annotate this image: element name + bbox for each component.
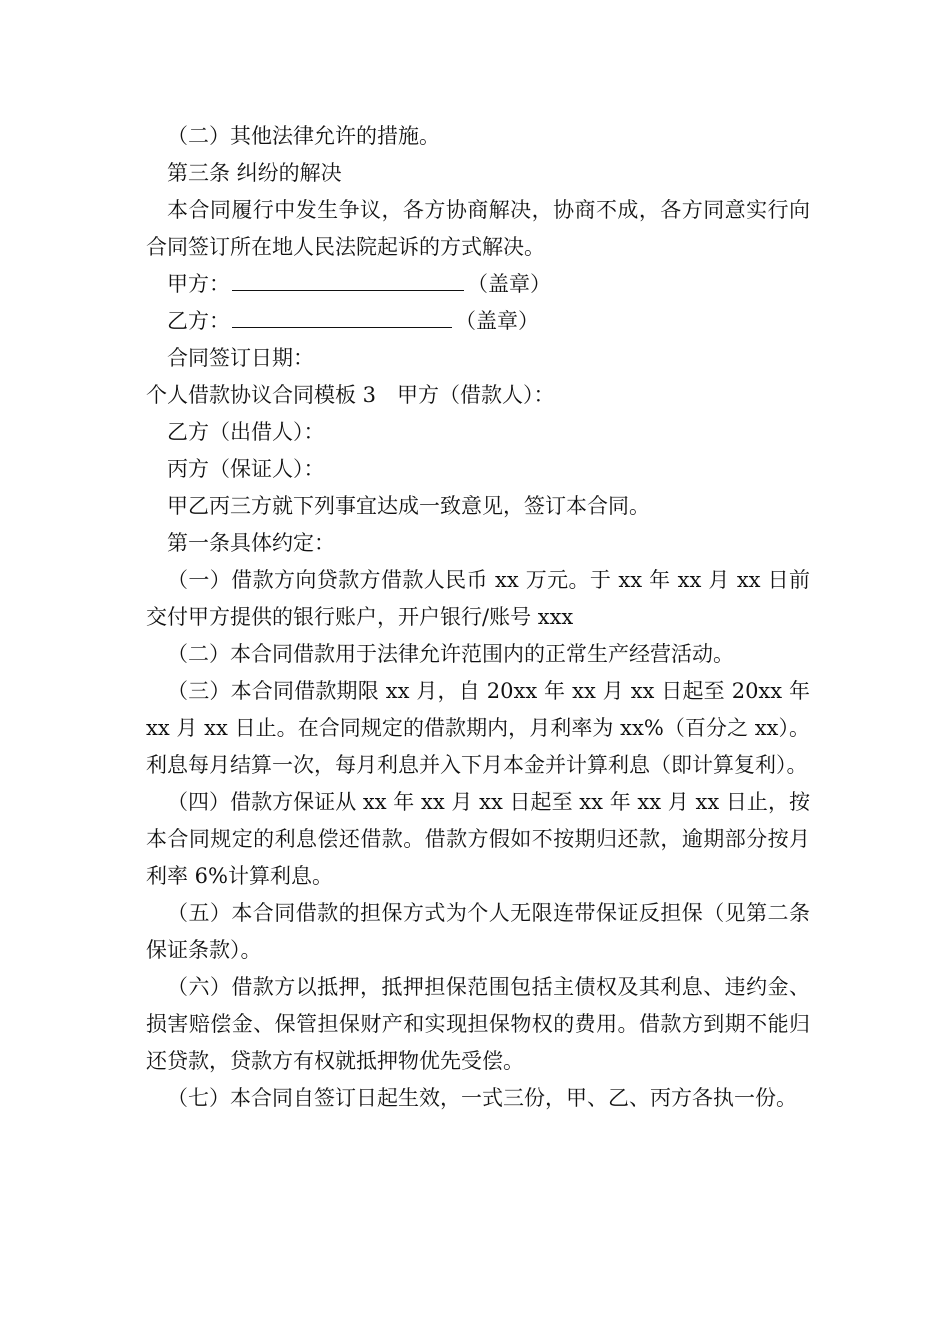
- clause: （四）借款方保证从 xx 年 xx 月 xx 日起至 xx 年 xx 月 xx 日止，按本合同规定的利息偿还借款。借款方假如不按期归还款，逾期部分按月利率 6%计算利息。: [146, 790, 810, 888]
- clause: （三）本合同借款期限 xx 月，自 20xx 年 xx 月 xx 日起至 20xx 年 xx 月 xx 日止。在合同规定的借款期内，月利率为 xx%（百分之 xx）。利息每月结算一次，每月利息并入下月本金并计算利息（即计算复利）。: [146, 679, 810, 777]
- seal-note: （盖章）: [455, 309, 539, 333]
- seal-note: （盖章）: [467, 272, 551, 296]
- party-b-signature-line: [146, 303, 810, 340]
- section-heading: 第三条 纠纷的解决: [167, 161, 342, 185]
- party-a-signature-line: [146, 266, 810, 303]
- template-heading: 个人借款协议合同模板 3 甲方（借款人）：: [146, 383, 555, 407]
- agreement-intro: 甲乙丙三方就下列事宜达成一致意见，签订本合同。: [167, 494, 650, 518]
- article-heading: 第一条具体约定：: [167, 531, 335, 555]
- clause: （七）本合同自签订日起生效，一式三份，甲、乙、丙方各执一份。: [167, 1086, 797, 1110]
- party-a-label: 甲方：: [167, 272, 230, 296]
- lender-line: 乙方（出借人）：: [167, 420, 325, 444]
- clause: （二）本合同借款用于法律允许范围内的正常生产经营活动。: [167, 642, 734, 666]
- clause: （一）借款方向贷款方借款人民币 xx 万元。于 xx 年 xx 月 xx 日前交付甲方提供的银行账户，开户银行/账号 xxx: [146, 568, 810, 629]
- sign-date: 合同签订日期：: [167, 346, 314, 370]
- document-body: [146, 118, 810, 1117]
- paragraph: 本合同履行中发生争议，各方协商解决，协商不成，各方同意实行向合同签订所在地人民法院起诉的方式解决。: [146, 198, 810, 259]
- clause: （五）本合同借款的担保方式为个人无限连带保证反担保（见第二条保证条款）。: [146, 901, 810, 962]
- party-b-label: 乙方：: [167, 309, 230, 333]
- signature-blank: [232, 266, 464, 291]
- clause: （六）借款方以抵押，抵押担保范围包括主债权及其利息、违约金、损害赔偿金、保管担保财产和实现担保物权的费用。借款方到期不能归还贷款，贷款方有权就抵押物优先受偿。: [146, 975, 810, 1073]
- paragraph: （二）其他法律允许的措施。: [167, 124, 440, 148]
- guarantor-line: 丙方（保证人）：: [167, 457, 325, 481]
- signature-blank: [232, 303, 452, 328]
